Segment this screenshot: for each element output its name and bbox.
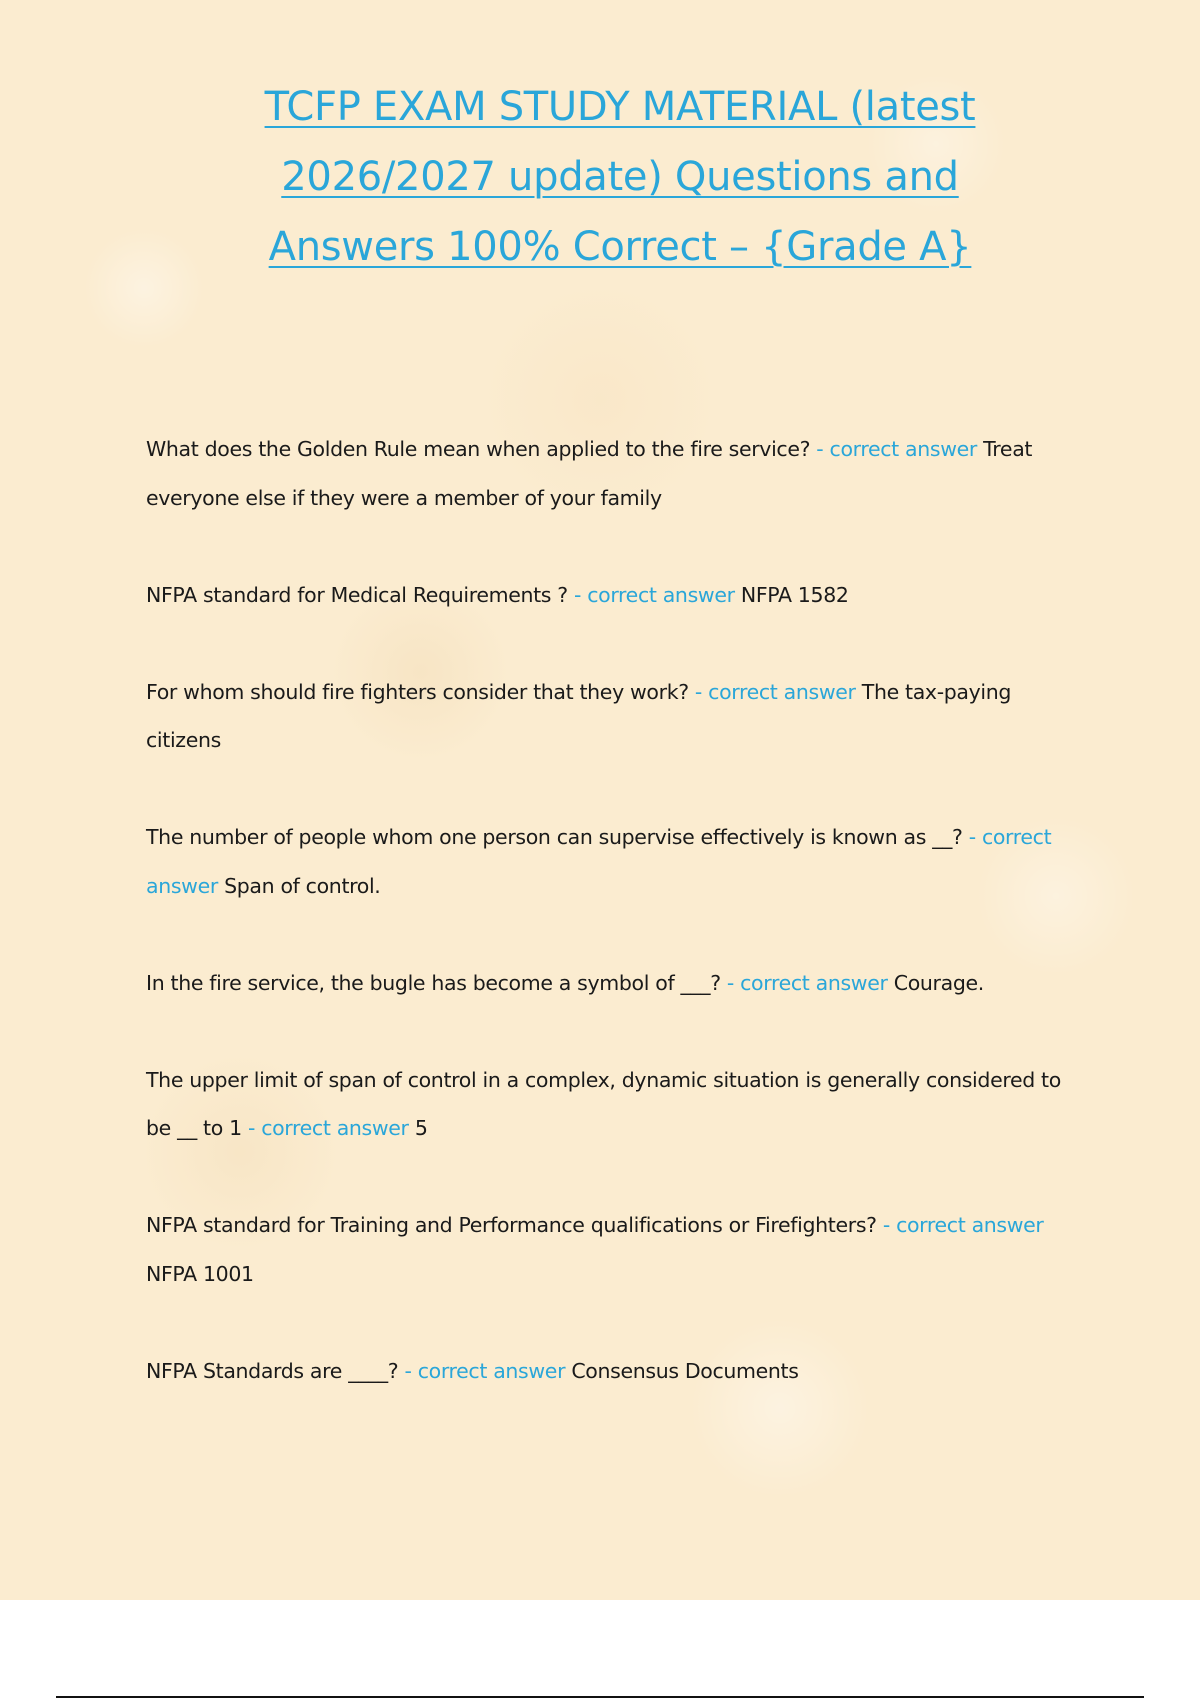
answer-text: NFPA 1582 xyxy=(740,582,849,607)
correct-answer-marker: - correct answer xyxy=(688,679,862,704)
title-line-1: TCFP EXAM STUDY MATERIAL (latest xyxy=(264,84,976,130)
question-text: In the fire service, the bugle has become a symbol of ___? xyxy=(146,970,721,995)
qa-list xyxy=(146,425,1076,1444)
correct-answer-marker: - correct answer xyxy=(876,1213,1044,1237)
answer-text: Consensus Documents xyxy=(571,1358,799,1383)
qa-item xyxy=(146,813,1076,910)
answer-text: 5 xyxy=(414,1116,428,1140)
qa-item xyxy=(146,1201,1076,1298)
qa-item xyxy=(146,1056,1076,1153)
footer-divider xyxy=(56,1696,1144,1698)
question-text: What does the Golden Rule mean when applied to the fire service? xyxy=(146,437,811,461)
question-text: NFPA standard for Training and Performance qualifications or Firefighters? xyxy=(146,1213,877,1237)
question-text: For whom should fire fighters consider that they work? xyxy=(146,679,689,704)
title-line-2: 2026/2027 update) Questions and xyxy=(281,154,959,200)
answer-text: The tax-paying citizens xyxy=(146,679,1012,752)
answer-text: NFPA 1001 xyxy=(146,1261,254,1286)
correct-answer-marker: - correct answer xyxy=(146,825,1052,898)
correct-answer-marker: - correct answer xyxy=(720,970,894,995)
correct-answer-marker: - correct answer xyxy=(567,582,741,607)
qa-item xyxy=(146,571,1076,620)
question-text: The upper limit of span of control in a complex, dynamic situation is generally considered to be __ to 1 xyxy=(146,1067,1061,1140)
correct-answer-marker: - correct answer xyxy=(398,1358,572,1383)
qa-item xyxy=(146,959,1076,1008)
correct-answer-marker: - correct answer xyxy=(241,1116,415,1140)
question-text: NFPA Standards are ____? xyxy=(146,1358,399,1383)
answer-text: Span of control. xyxy=(224,873,381,898)
qa-item xyxy=(146,425,1076,522)
correct-answer-marker: - correct answer xyxy=(810,437,984,461)
answer-text: Treat everyone else if they were a member of your family xyxy=(146,437,1033,510)
qa-item xyxy=(146,668,1076,765)
qa-item xyxy=(146,1347,1076,1396)
question-text: NFPA standard for Medical Requirements ? xyxy=(146,582,568,607)
question-text: The number of people whom one person can supervise effectively is known as __? xyxy=(146,825,963,849)
answer-text: Courage. xyxy=(893,970,984,995)
title-line-3: Answers 100% Correct – {Grade A} xyxy=(268,224,972,270)
document-title xyxy=(140,72,1100,282)
